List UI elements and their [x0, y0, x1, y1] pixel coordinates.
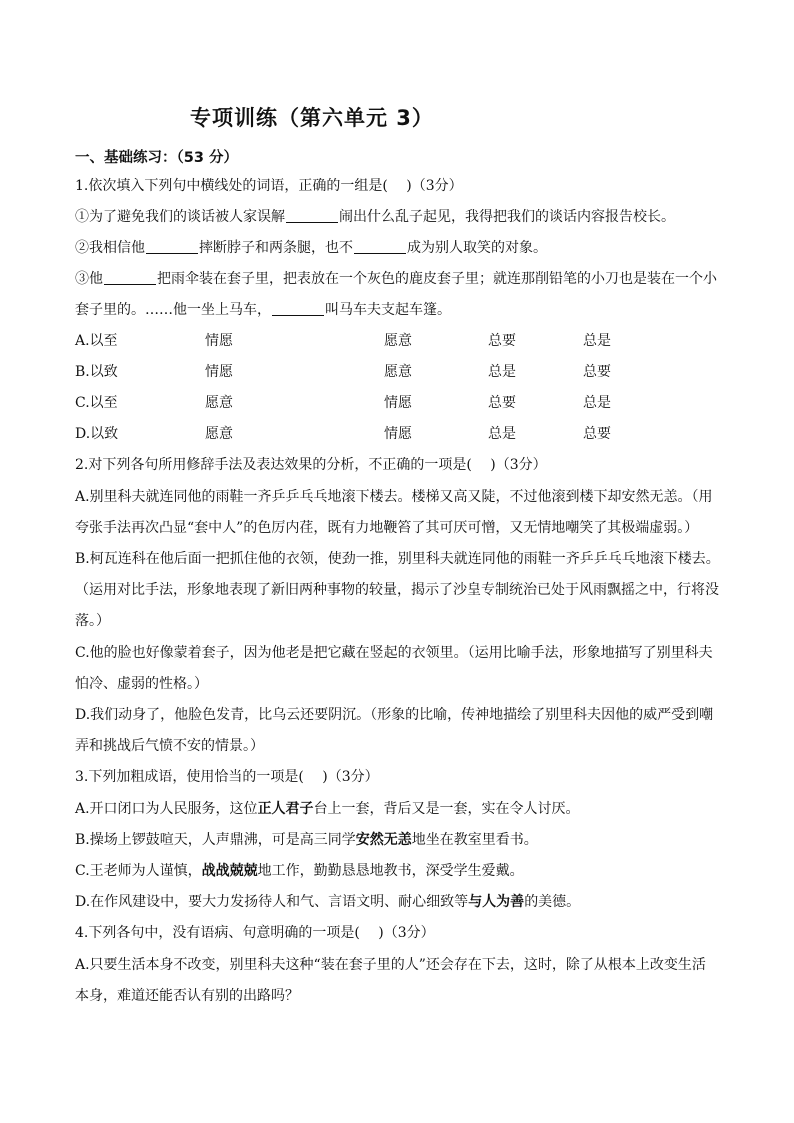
bold-idiom: 正人君子: [257, 801, 314, 817]
q2-option-b-line-2: （运用对比手法，形象地表现了新旧两种事物的较量，揭示了沙皇专制统治已处于风雨飘摇之中，行将没: [75, 582, 719, 598]
q3-option-b[interactable]: B.操场上锣鼓喧天，人声鼎沸，可是高三同学安然无恙地坐在教室里看书。: [75, 832, 538, 848]
q3-option-d[interactable]: D.在作风建设中，要大力发扬待人和气、言语文明、耐心细致等与人为善的美德。: [75, 894, 581, 910]
q3-stem: 3.下列加粗成语，使用恰当的一项是( )（3分）: [75, 769, 379, 785]
section-heading: 一、基础练习：（53 分）: [75, 150, 238, 166]
q2-option-b-line-3: 落。）: [75, 613, 110, 629]
q4-stem: 4.下列各句中，没有语病、句意明确的一项是( )（3分）: [75, 925, 435, 941]
answer-blank[interactable]: [354, 239, 406, 254]
bold-idiom: 安然无恙: [355, 832, 412, 848]
q4-option-a-line-1: A.只要生活本身不改变，别里科夫这种“装在套子里的人”还会存在下去，这时，除了从根本上改变生活: [75, 957, 706, 973]
document-page: 专项训练（第六单元 3） 一、基础练习：（53 分） 1.依次填入下列句中横线处的词语，正确的一组是( )（3分） ①为了避免我们的谈话被人家误解 闹出什么乱子起见，我得把我们的谈话内容报告校长。 ②我相信他 摔断脖子和两条腿，也不 成为别人取笑的对象。 ③他 把雨伞装在套子里，把表放在一个灰色的鹿皮套子里；就连那削铅笔的小刀也是装在一个小 套子里的。……他一坐上马车， 叫马车夫支起车篷。 A.以至 情愿 愿意 总要 总是 B.以致 情愿 愿意 总是 总要 C.以至 愿意 情愿 总要 总是 D.以致 愿意 情愿 总是 总要 2.对下列各句所用修辞手法及表达效果的分析，不正确的一项是( )（3分） A.别里科夫就连同他的雨鞋一齐乒乒乓乓地滚下楼去。楼梯又高又陡，不过他滚到楼下却安然无恙。（用 夸张手法再次凸显“套中人”的色厉内荏，既有力地鞭笞了其可厌可憎，又无情地嘲笑了其极端虚弱。） B.柯瓦连科在他后面一把抓住他的衣领，使劲一推，别里科夫就连同他的雨鞋一齐乒乒乓乓地滚下楼去。 （运用对比手法，形象地表现了新旧两种事物的较量，揭示了沙皇专制统治已处于风雨飘摇之中，行将没 落。） C.他的脸也好像蒙着套子，因为他老是把它藏在竖起的衣领里。（运用比喻手法，形象地描写了别里科夫 怕冷、虚弱的性格。） D.我们动身了，他脸色发青，比乌云还要阴沉。（形象的比喻，传神地描绘了别里科夫因他的威严受到嘲 弄和挑战后气愤不安的情景。） 3.下列加粗成语，使用恰当的一项是( )（3分） A.开口闭口为人民服务，这位正人君子台上一套，背后又是一套，实在令人讨厌。 B.操场上锣鼓喧天，人声鼎沸，可是高三同学安然无恙地坐在教室里看书。 C.王老师为人谨慎，战战兢兢地工作，勤勤恳恳地教书，深受学生爱戴。 D.在作风建设中，要大力发扬待人和气、言语文明、耐心细致等与人为善的美德。 4.下列各句中，没有语病、句意明确的一项是( )（3分） A.只要生活本身不改变，别里科夫这种“装在套子里的人”还会存在下去，这时，除了从根本上改变生活 本身，难道还能否认有别的出路吗？: [0, 0, 794, 1123]
q3-option-a[interactable]: A.开口闭口为人民服务，这位正人君子台上一套，背后又是一套，实在令人讨厌。: [75, 801, 580, 817]
q2-option-c-line-2: 怕冷、虚弱的性格。）: [75, 676, 208, 692]
answer-blank[interactable]: [104, 270, 156, 285]
q2-option-a-line-2: 夸张手法再次凸显“套中人”的色厉内荏，既有力地鞭笞了其可厌可憎，又无情地嘲笑了其极端虚弱。）: [75, 520, 699, 536]
q1-stem: 1.依次填入下列句中横线处的词语，正确的一组是( )（3分）: [75, 178, 463, 194]
q2-option-d-line-1: D.我们动身了，他脸色发青，比乌云还要阴沉。（形象的比喻，传神地描绘了别里科夫因他的威严受到嘲: [75, 707, 714, 723]
bold-idiom: 与人为善: [468, 894, 525, 910]
q2-option-a-line-1: A.别里科夫就连同他的雨鞋一齐乒乒乓乓地滚下楼去。楼梯又高又陡，不过他滚到楼下却安然无恙。（用: [75, 489, 713, 505]
answer-blank[interactable]: [286, 208, 338, 223]
q1-sentence-2: ②我相信他 摔断脖子和两条腿，也不 成为别人取笑的对象。: [75, 240, 547, 256]
q1-sentence-1: ①为了避免我们的谈话被人家误解 闹出什么乱子起见，我得把我们的谈话内容报告校长。: [75, 209, 675, 225]
q1-sentence-3: ③他 把雨伞装在套子里，把表放在一个灰色的鹿皮套子里；就连那削铅笔的小刀也是装在一个小: [75, 271, 717, 287]
q2-option-d-line-2: 弄和挑战后气愤不安的情景。）: [75, 738, 264, 754]
answer-blank[interactable]: [272, 301, 324, 316]
q3-option-c[interactable]: C.王老师为人谨慎，战战兢兢地工作，勤勤恳恳地教书，深受学生爱戴。: [75, 863, 524, 879]
q1-sentence-3-cont: 套子里的。……他一坐上马车， 叫马车夫支起车篷。: [75, 302, 451, 318]
answer-blank[interactable]: [146, 239, 198, 254]
q4-option-a-line-2: 本身，难道还能否认有别的出路吗？: [75, 988, 299, 1004]
q2-stem: 2.对下列各句所用修辞手法及表达效果的分析，不正确的一项是( )（3分）: [75, 457, 547, 473]
page-title: 专项训练（第六单元 3）: [190, 106, 434, 130]
bold-idiom: 战战兢兢: [201, 863, 258, 879]
q2-option-c-line-1: C.他的脸也好像蒙着套子，因为他老是把它藏在竖起的衣领里。（运用比喻手法，形象地描写了别里科夫: [75, 645, 713, 661]
q2-option-b-line-1: B.柯瓦连科在他后面一把抓住他的衣领，使劲一推，别里科夫就连同他的雨鞋一齐乒乒乓乓地滚下楼去。: [75, 551, 720, 567]
